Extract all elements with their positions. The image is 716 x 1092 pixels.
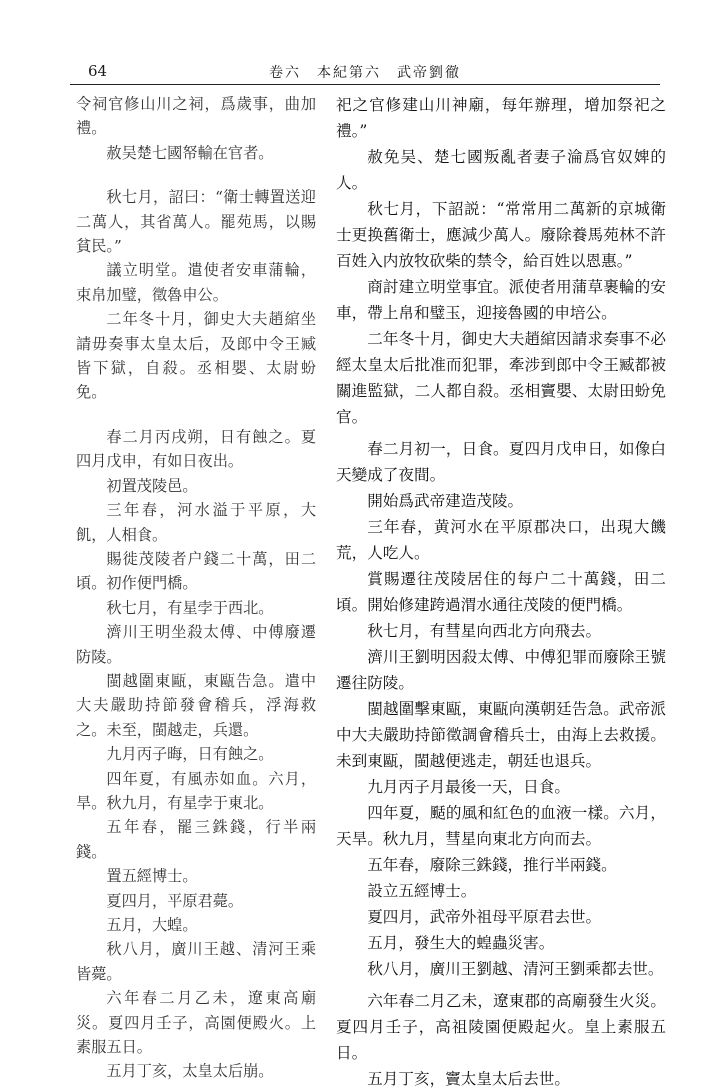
classical-paragraph: 秋八月，廣川王越、清河王乘皆薨。 [76, 940, 316, 983]
translation-paragraph: 夏四月，武帝外祖母平原君去世。 [367, 908, 602, 926]
page-header [70, 58, 660, 82]
translation-paragraph: 秋八月，廣川王劉越、清河王劉乘都去世。 [367, 960, 664, 978]
paragraph-gap [76, 165, 316, 185]
classical-paragraph: 濟川王明坐殺太傅、中傅廢遷防陵。 [76, 623, 316, 666]
classical-paragraph: 秋七月，詔曰：“衛士轉置送迎二萬人，其省萬人。罷苑馬，以賜貧民。” [76, 188, 316, 256]
classical-paragraph: 三年春，河水溢于平原，大飢，人相食。 [76, 501, 316, 544]
paragraph-gap [76, 405, 316, 425]
header-rule [70, 84, 660, 85]
classical-paragraph: 議立明堂。遣使者安車蒲輪，束帛加璧，徵魯申公。 [76, 261, 316, 304]
translation-paragraph: 春二月初一，日食。夏四月戊申日，如像白天變成了夜間。 [336, 440, 666, 484]
classical-paragraph: 春二月丙戌朔，日有蝕之。夏四月戊申，有如日夜出。 [76, 427, 316, 471]
translation-paragraph: 赦免吴、楚七國叛亂者妻子淪爲官奴婢的人。 [336, 148, 666, 192]
classical-paragraph: 四年夏，有風赤如血。六月，旱。秋九月，有星孛于東北。 [76, 769, 316, 812]
translation-paragraph: 商討建立明堂事宜。派使者用蒲草裹輪的安車，帶上帛和璧玉，迎接魯國的申培公。 [336, 278, 666, 322]
classical-paragraph: 初置茂陵邑。 [106, 476, 198, 495]
classical-paragraph: 六年春二月乙未，遼東高廟災。夏四月壬子，高園便殿火。上素服五日。 [76, 989, 316, 1057]
translation-paragraph: 祀之官修建山川神廟，每年辦理，增加祭祀之禮。” [336, 96, 666, 140]
translation-paragraph: 五月丁亥，竇太皇太后去世。 [367, 1070, 570, 1088]
translation-paragraph: 五月，發生大的蝗蟲災害。 [367, 934, 555, 952]
classical-paragraph: 秋七月，有星孛于西北。 [106, 598, 274, 617]
translation-paragraph: 濟川王劉明因殺太傅、中傅犯罪而廢除王號遷往防陵。 [336, 648, 666, 692]
translation-paragraph: 三年春，黄河水在平原郡决口，出現大饑荒，人吃人。 [336, 518, 666, 562]
classical-text-column [76, 92, 316, 1084]
translation-paragraph: 四年夏，颳的風和紅色的血液一樣。六月，天旱。秋九月，彗星向東北方向而去。 [336, 804, 666, 848]
classical-paragraph: 令祠官修山川之祠，爲歲事，曲加禮。 [76, 95, 316, 138]
classical-paragraph: 閩越圍東甌，東甌告急。遣中大夫嚴助持節發會稽兵，浮海救之。未至，閩越走，兵還。 [76, 671, 316, 739]
classical-paragraph: 五月，大蝗。 [106, 916, 198, 934]
translation-paragraph: 設立五經博士。 [367, 882, 477, 900]
page-number: 64 [88, 62, 108, 80]
translation-paragraph: 秋七月，下詔説：“常常用二萬新的京城衛士更换舊衛士，應減少萬人。廢除養馬苑林不許百姓入内放牧砍柴的禁令，給百姓以恩惠。” [336, 200, 666, 270]
classical-paragraph: 賜徙茂陵者户錢二十萬，田二頃。初作便門橋。 [76, 549, 316, 593]
translation-paragraph: 賞賜遷往茂陵居住的每户二十萬錢，田二頃。開始修建跨過渭水通往茂陵的便門橋。 [336, 570, 666, 614]
classical-paragraph: 五年春，罷三銖錢，行半兩錢。 [76, 818, 316, 861]
classical-paragraph: 置五經博士。 [106, 867, 198, 886]
classical-paragraph: 五月丁亥，太皇太后崩。 [106, 1062, 274, 1081]
translation-paragraph: 開始爲武帝建造茂陵。 [367, 492, 524, 510]
translation-paragraph: 六年春二月乙未，遼東郡的高廟發生火災。夏四月壬子，高祖陵園便殿起火。皇上素服五日。 [336, 992, 666, 1062]
translation-paragraph: 九月丙子月最後一天，日食。 [367, 778, 570, 796]
translation-paragraph: 秋七月，有彗星向西北方向飛去。 [367, 622, 602, 640]
classical-paragraph: 九月丙子晦，日有蝕之。 [106, 745, 274, 764]
classical-paragraph: 赦吴楚七國帑輸在官者。 [106, 143, 274, 162]
classical-paragraph: 二年冬十月，御史大夫趙綰坐請毋奏事太皇太后，及郎中令王臧皆下獄，自殺。丞相嬰、太尉蚡免。 [76, 310, 316, 402]
running-title: 卷六 本紀第六 武帝劉徹 [269, 65, 461, 81]
translation-paragraph: 閩越圍擊東甌，東甌向漢朝廷告急。武帝派中大夫嚴助持節徵調會稽兵士，由海上去救援。未到東甌，閩越便逃走，朝廷也退兵。 [336, 700, 666, 770]
classical-paragraph: 夏四月，平原君薨。 [106, 891, 244, 910]
translation-text-column [336, 92, 666, 1092]
translation-paragraph: 五年春，廢除三銖錢，推行半兩錢。 [367, 856, 617, 874]
translation-paragraph: 二年冬十月，御史大夫趙綰因請求奏事不必經太皇太后批准而犯罪，牽涉到郎中令王臧都被關進監獄，二人都自殺。丞相竇嬰、太尉田蚡免官。 [336, 330, 666, 426]
